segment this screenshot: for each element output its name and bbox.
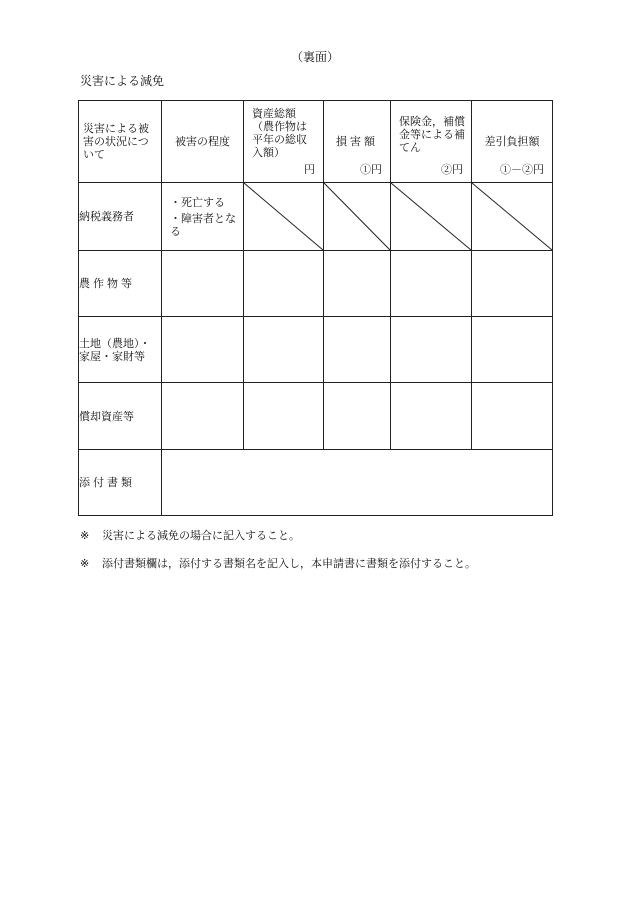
diagonal-cell-insurance: [391, 183, 472, 251]
note-item: [80, 555, 476, 571]
input-cell-insurance[interactable]: [391, 317, 472, 383]
attachments-input-cell[interactable]: [162, 450, 553, 516]
input-cell-insurance[interactable]: [391, 251, 472, 317]
table-row-land: [79, 317, 553, 383]
diagonal-line: [244, 183, 323, 250]
input-cell-degree[interactable]: [162, 251, 244, 317]
row-label-land: 土地（農地）・家屋・家財等: [79, 317, 162, 383]
input-cell-net[interactable]: [472, 317, 553, 383]
disaster-reduction-table: [78, 100, 553, 516]
input-cell-net[interactable]: [472, 251, 553, 317]
degree-item-disability: ・障害者となる: [170, 211, 236, 238]
header-asset-total-text: 資産総額（農作物は平年の総収入額）: [252, 107, 307, 159]
input-cell-asset[interactable]: [244, 383, 324, 450]
header-insurance-text: 保険金，補償金等による補てん: [399, 115, 465, 154]
header-situation: [79, 101, 162, 183]
note-text: 災害による減免の場合に記入すること。: [102, 529, 300, 542]
header-situation-text: 災害による被害の状況について: [83, 122, 149, 161]
note-mark: ※: [80, 529, 90, 542]
table-header-row: [79, 101, 553, 183]
input-cell-degree[interactable]: [162, 383, 244, 450]
header-net-unit: ①－②円: [500, 163, 544, 176]
header-insurance-unit: ②円: [441, 163, 463, 176]
header-asset-unit: 円: [304, 163, 315, 176]
input-cell-insurance[interactable]: [391, 383, 472, 450]
header-net-burden-text: 差引負担額: [484, 135, 540, 148]
header-degree: [162, 101, 244, 183]
input-cell-asset[interactable]: [244, 251, 324, 317]
diagonal-line: [324, 183, 390, 250]
degree-cell: [162, 183, 244, 251]
header-asset-total: [244, 101, 324, 183]
diagonal-line: [472, 183, 552, 250]
input-cell-damage[interactable]: [324, 383, 391, 450]
table-row-taxpayer: [79, 183, 553, 251]
input-cell-degree[interactable]: [162, 317, 244, 383]
diagonal-line: [391, 183, 471, 250]
diagonal-cell-damage: [324, 183, 391, 251]
input-cell-net[interactable]: [472, 383, 553, 450]
input-cell-damage[interactable]: [324, 317, 391, 383]
row-label-crops: 農作物等: [79, 251, 162, 317]
row-label-attachments: 添付書類: [79, 450, 162, 516]
degree-item-death: ・死亡する: [170, 195, 225, 209]
page-title: （裏面）: [290, 50, 339, 64]
header-damage-text: 損害額: [336, 135, 378, 148]
table-row-attachments: [79, 450, 553, 516]
diagonal-cell-asset: [244, 183, 324, 251]
section-title: 災害による減免: [80, 74, 165, 88]
header-damage: [324, 101, 391, 183]
header-insurance: [391, 101, 472, 183]
row-label-taxpayer: 納税義務者: [79, 183, 162, 251]
header-damage-unit: ①円: [360, 163, 382, 176]
header-net-burden: [472, 101, 553, 183]
input-cell-asset[interactable]: [244, 317, 324, 383]
row-label-depreciable: 償却資産等: [79, 383, 162, 450]
input-cell-damage[interactable]: [324, 251, 391, 317]
notes: [80, 527, 476, 583]
note-mark: ※: [80, 557, 90, 570]
note-item: [80, 527, 476, 543]
header-degree-text: 被害の程度: [175, 135, 230, 148]
diagonal-cell-net: [472, 183, 553, 251]
table-row-crops: [79, 251, 553, 317]
table-row-depreciable: [79, 383, 553, 450]
note-text: 添付書類欄は，添付する書類名を記入し，本申請書に書類を添付すること。: [102, 557, 476, 570]
